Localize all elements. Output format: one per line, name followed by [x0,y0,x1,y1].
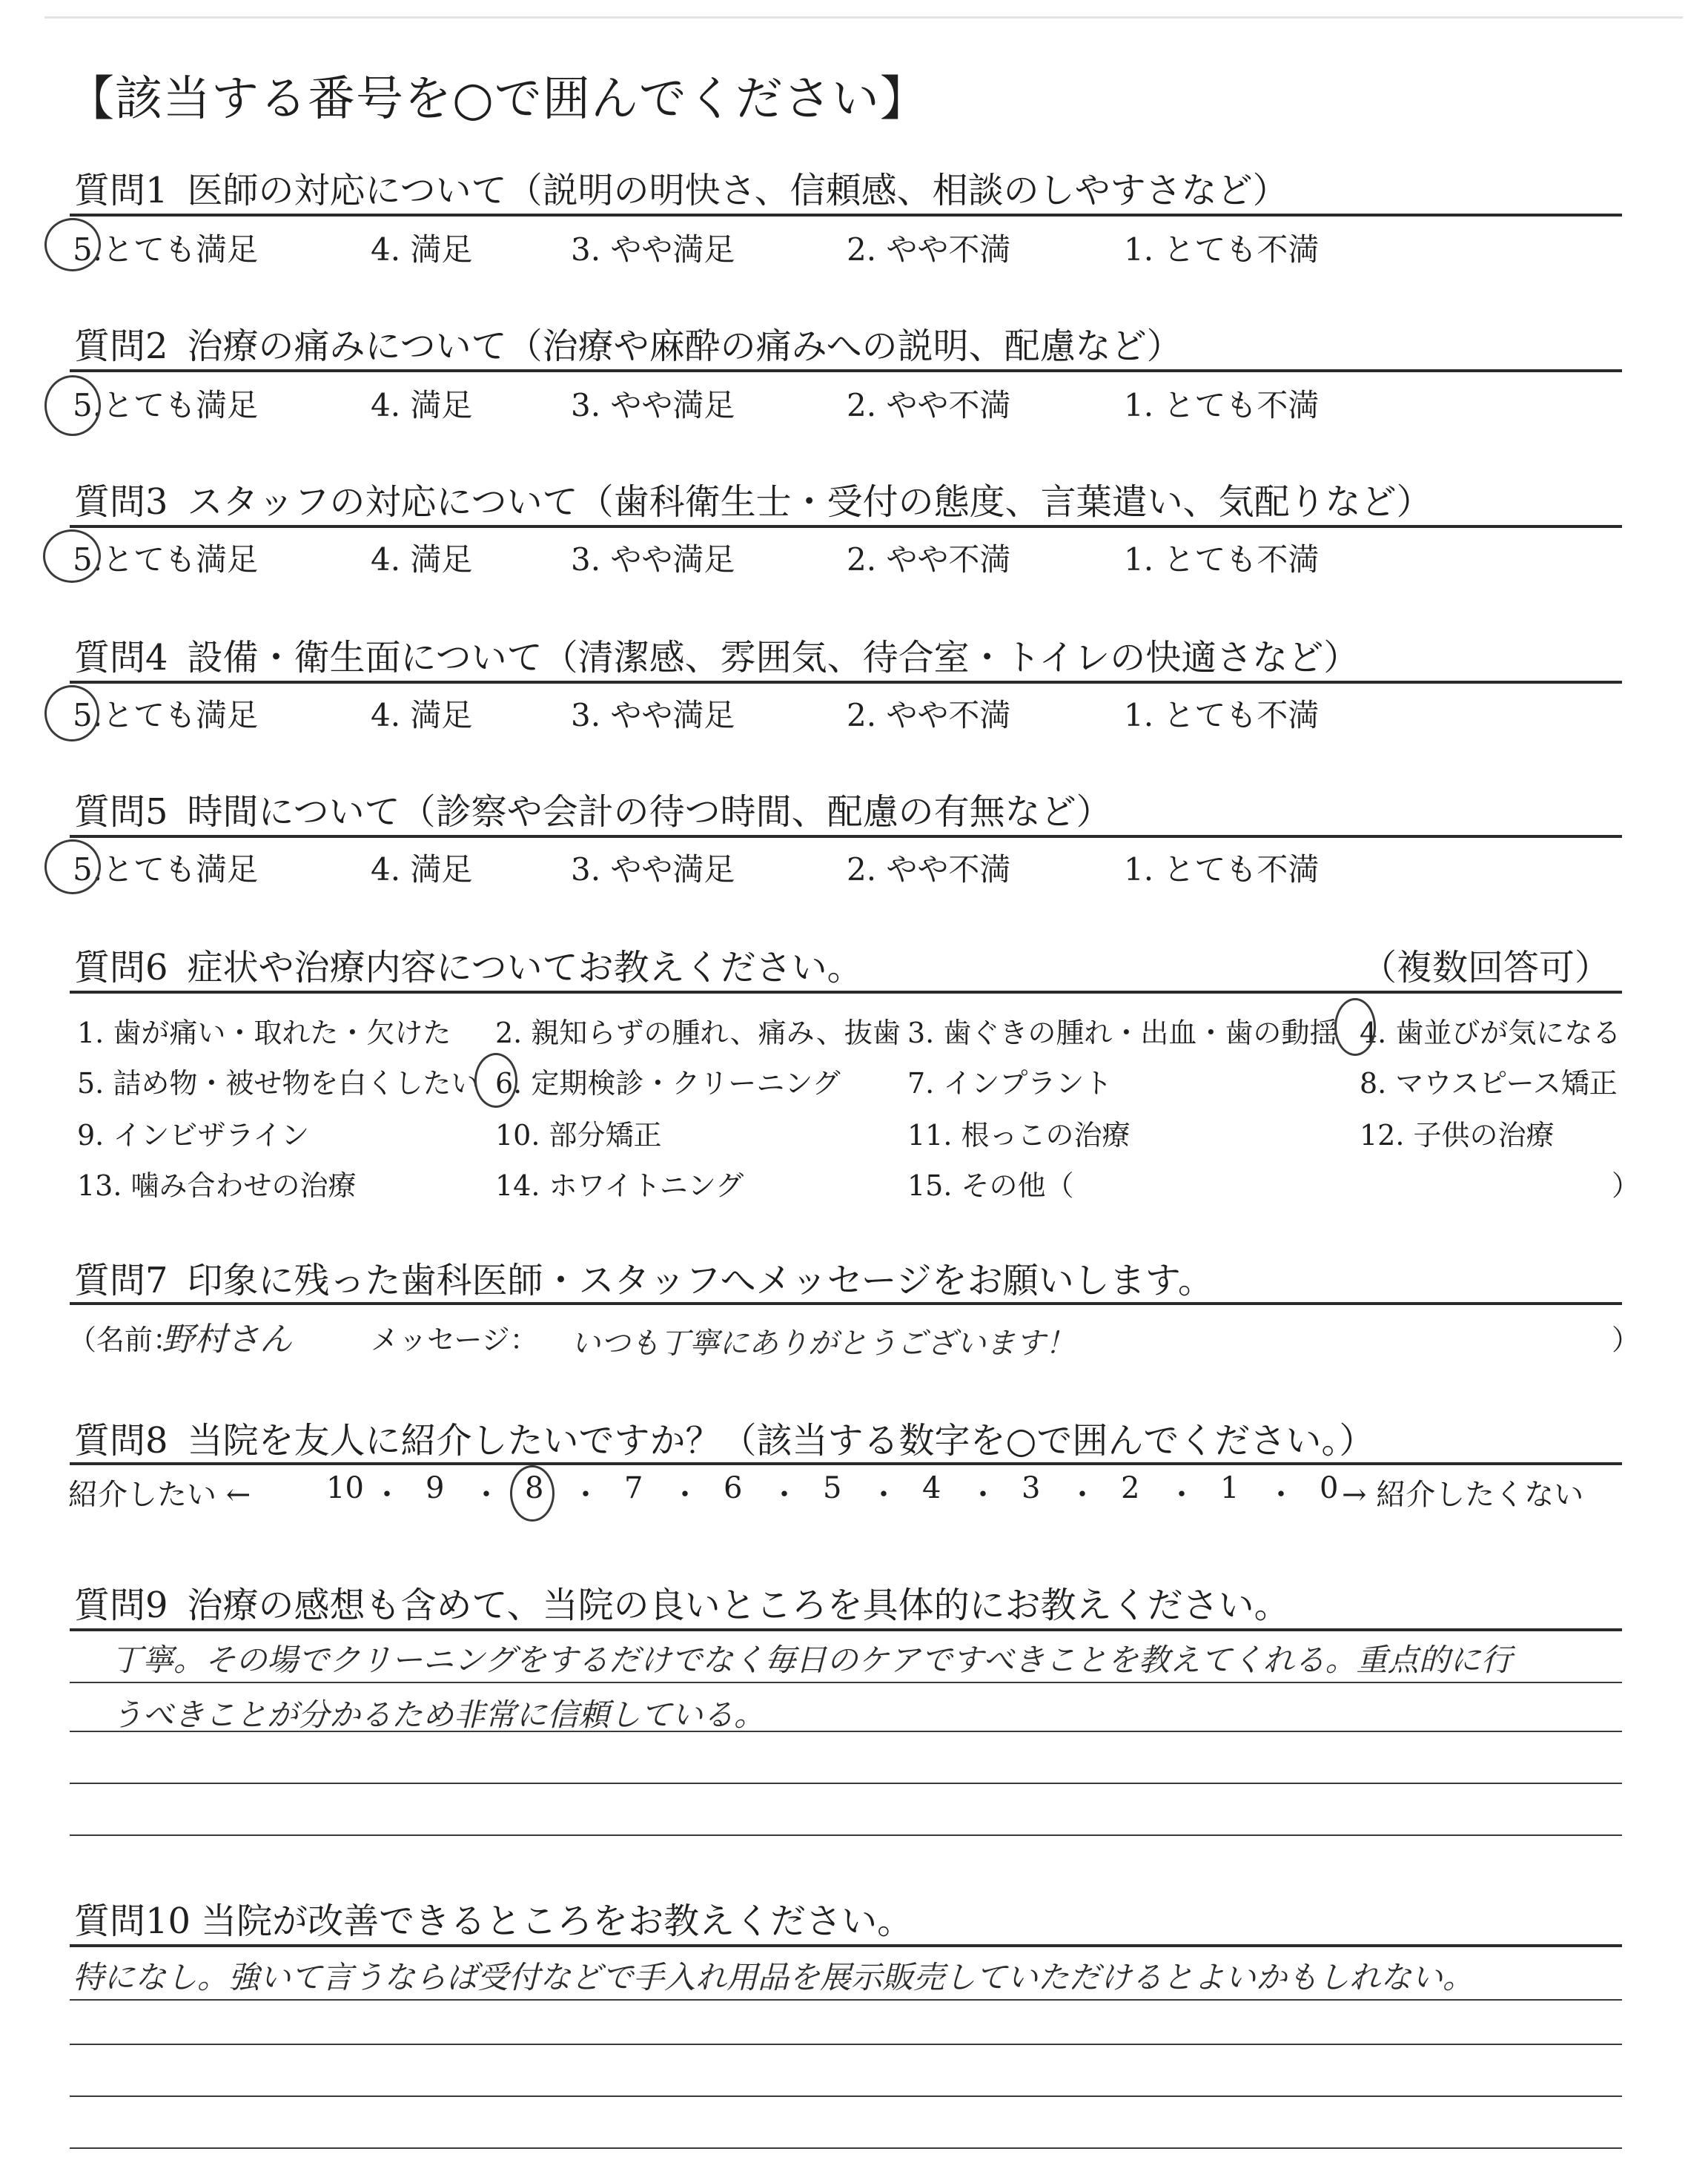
scale-separator-dot: ・ [968,1478,998,1512]
rating-option-5[interactable]: 5.とても満足 [73,851,259,888]
selection-circle [44,375,101,436]
rating-option-3[interactable]: 3. やや満足 [571,231,735,268]
divider [70,1462,1622,1465]
other-close-paren: ） [1612,1169,1641,1202]
question-number: 質問1 [74,170,168,211]
message-field[interactable]: いつも丁寧にありがとうございます！ [571,1327,1075,1361]
rating-option-2[interactable]: 2. やや不満 [847,851,1011,888]
symptom-option-2[interactable]: 2. 親知らずの腫れ、痛み、抜歯 [495,1017,901,1049]
question-number: 質問4 [74,637,168,678]
message-close-paren: ） [1612,1324,1641,1356]
scale-value-3[interactable]: 3 [1022,1471,1041,1505]
question-number: 質問9 [74,1585,168,1626]
rating-option-2[interactable]: 2. やや不満 [847,541,1011,578]
rating-option-2[interactable]: 2. やや不満 [847,231,1011,268]
divider [70,214,1622,217]
scale-value-2[interactable]: 2 [1121,1471,1140,1505]
symptom-option-15[interactable]: 15. その他（ [907,1169,1074,1202]
divider [70,1628,1622,1631]
question-number: 質問2 [74,326,168,367]
selection-circle [1334,998,1376,1056]
rating-option-1[interactable]: 1. とても不満 [1124,231,1320,268]
symptom-option-11[interactable]: 11. 根っこの治療 [907,1119,1131,1152]
selection-circle [474,1053,517,1108]
divider [70,991,1622,994]
rating-option-5[interactable]: 5.とても満足 [73,231,259,268]
answer-text[interactable]: うべきことが分かるため非常に信頼している。 [111,1697,766,1733]
question-text: 当院が改善できるところをお教えください。 [201,1900,913,1942]
symptom-option-13[interactable]: 13. 噛み合わせの治療 [77,1169,357,1202]
answer-line [70,1834,1622,1836]
question-text: 治療の痛みについて（治療や麻酔の痛みへの説明、配慮など） [187,326,1182,367]
answer-line [70,1783,1622,1784]
name-field[interactable]: 野村さん [162,1321,292,1358]
page-top-edge [44,16,1683,19]
symptom-option-12[interactable]: 12. 子供の治療 [1360,1119,1555,1152]
rating-option-2[interactable]: 2. やや不満 [847,387,1011,423]
rating-option-1[interactable]: 1. とても不満 [1124,851,1320,888]
rating-option-5[interactable]: 5.とても満足 [73,387,259,423]
question-text: 時間について（診察や会計の待つ時間、配慮の有無など） [187,791,1112,833]
rating-option-4[interactable]: 4. 満足 [371,541,473,578]
symptom-option-8[interactable]: 8. マウスピース矯正 [1360,1067,1618,1100]
answer-line [70,2095,1622,2097]
rating-option-4[interactable]: 4. 満足 [371,231,473,268]
rating-option-4[interactable]: 4. 満足 [371,387,473,423]
symptom-option-6[interactable]: 6. 定期検診・クリーニング [495,1067,841,1100]
question-text: 症状や治療内容についてお教えください。 [187,947,863,988]
rating-option-1[interactable]: 1. とても不満 [1124,387,1320,423]
rating-option-1[interactable]: 1. とても不満 [1124,697,1320,733]
message-label: メッセージ： [371,1324,538,1356]
question-text: 設備・衛生面について（清潔感、雰囲気、待合室・トイレの快適さなど） [187,637,1360,678]
divider [70,1944,1622,1947]
scale-value-0[interactable]: 0 [1320,1471,1339,1505]
scale-value-9[interactable]: 9 [426,1471,445,1505]
answer-text[interactable]: 特になし。強いて言うならば受付などで手入れ用品を展示販売していただけるとよいかもしれない。 [73,1959,1474,1995]
rating-option-3[interactable]: 3. やや満足 [571,697,735,733]
divider [70,835,1622,838]
divider [70,369,1622,372]
selection-circle [44,218,101,271]
symptom-option-1[interactable]: 1. 歯が痛い・取れた・欠けた [77,1017,451,1049]
rating-option-3[interactable]: 3. やや満足 [571,541,735,578]
answer-line [70,2147,1622,2149]
rating-option-3[interactable]: 3. やや満足 [571,387,735,423]
symptom-option-5[interactable]: 5. 詰め物・被せ物を白くしたい [77,1067,480,1100]
scale-value-5[interactable]: 5 [823,1471,842,1505]
symptom-option-7[interactable]: 7. インプラント [907,1067,1113,1100]
question-number: 質問7 [74,1260,168,1301]
divider [70,681,1622,684]
scale-value-1[interactable]: 1 [1220,1471,1239,1505]
divider [70,525,1622,528]
scale-value-6[interactable]: 6 [724,1471,743,1505]
symptom-option-4[interactable]: 4. 歯並びが気になる [1360,1017,1621,1049]
rating-option-1[interactable]: 1. とても不満 [1124,541,1320,578]
scale-value-8[interactable]: 8 [525,1471,544,1505]
scale-separator-dot: ・ [670,1478,700,1512]
multiple-answers-note: （複数回答可） [1361,947,1611,988]
rating-option-4[interactable]: 4. 満足 [371,697,473,733]
question-text: スタッフの対応について（歯科衛生士・受付の態度、言葉遣い、気配りなど） [187,481,1432,523]
answer-line [70,2044,1622,2045]
scale-right-label: → 紹介したくない [1342,1478,1584,1512]
selection-circle [44,839,101,894]
scale-value-7[interactable]: 7 [624,1471,643,1505]
scale-separator-dot: ・ [769,1478,799,1512]
selection-circle [510,1465,555,1522]
scale-separator-dot: ・ [1266,1478,1296,1512]
rating-option-5[interactable]: 5.とても満足 [73,697,259,733]
scale-left-label: 紹介したい ← [68,1478,251,1512]
scale-separator-dot: ・ [1068,1478,1097,1512]
answer-text[interactable]: 丁寧。その場でクリーニングをするだけでなく毎日のケアですべきことを教えてくれる。重点的に行 [111,1642,1512,1678]
symptom-option-9[interactable]: 9. インビザライン [77,1119,310,1152]
rating-option-5[interactable]: 5.とても満足 [73,541,259,578]
question-number: 質問5 [74,791,168,833]
page-title: 【該当する番号を○で囲んでください】 [67,72,928,127]
symptom-option-3[interactable]: 3. 歯ぐきの腫れ・出血・歯の動揺 [907,1017,1338,1049]
answer-line [70,1999,1622,2001]
scale-separator-dot: ・ [1167,1478,1196,1512]
name-label: （名前： [68,1324,182,1356]
question-text: 当院を友人に紹介したいですか？（該当する数字を○で囲んでください。） [187,1420,1375,1462]
answer-line [70,1682,1622,1683]
scale-separator-dot: ・ [571,1478,600,1512]
question-number: 質問8 [74,1420,168,1462]
rating-option-3[interactable]: 3. やや満足 [571,851,735,888]
scale-separator-dot: ・ [471,1478,501,1512]
scale-separator-dot: ・ [372,1478,402,1512]
symptom-option-14[interactable]: 14. ホワイトニング [495,1169,744,1202]
question-number: 質問10 [74,1900,191,1942]
selection-circle [43,529,101,583]
rating-option-4[interactable]: 4. 満足 [371,851,473,888]
question-text: 印象に残った歯科医師・スタッフへメッセージをお願いします。 [187,1260,1214,1301]
question-number: 質問3 [74,481,168,523]
rating-option-2[interactable]: 2. やや不満 [847,697,1011,733]
question-number: 質問6 [74,947,168,988]
divider [70,1302,1622,1305]
selection-circle [44,685,99,742]
question-text: 医師の対応について（説明の明快さ、信頼感、相談のしやすさなど） [187,170,1288,211]
scale-value-10[interactable]: 10 [326,1471,364,1505]
scale-separator-dot: ・ [869,1478,898,1512]
scale-value-4[interactable]: 4 [922,1471,941,1505]
symptom-option-10[interactable]: 10. 部分矯正 [495,1119,662,1152]
question-text: 治療の感想も含めて、当院の良いところを具体的にお教えください。 [187,1585,1290,1626]
